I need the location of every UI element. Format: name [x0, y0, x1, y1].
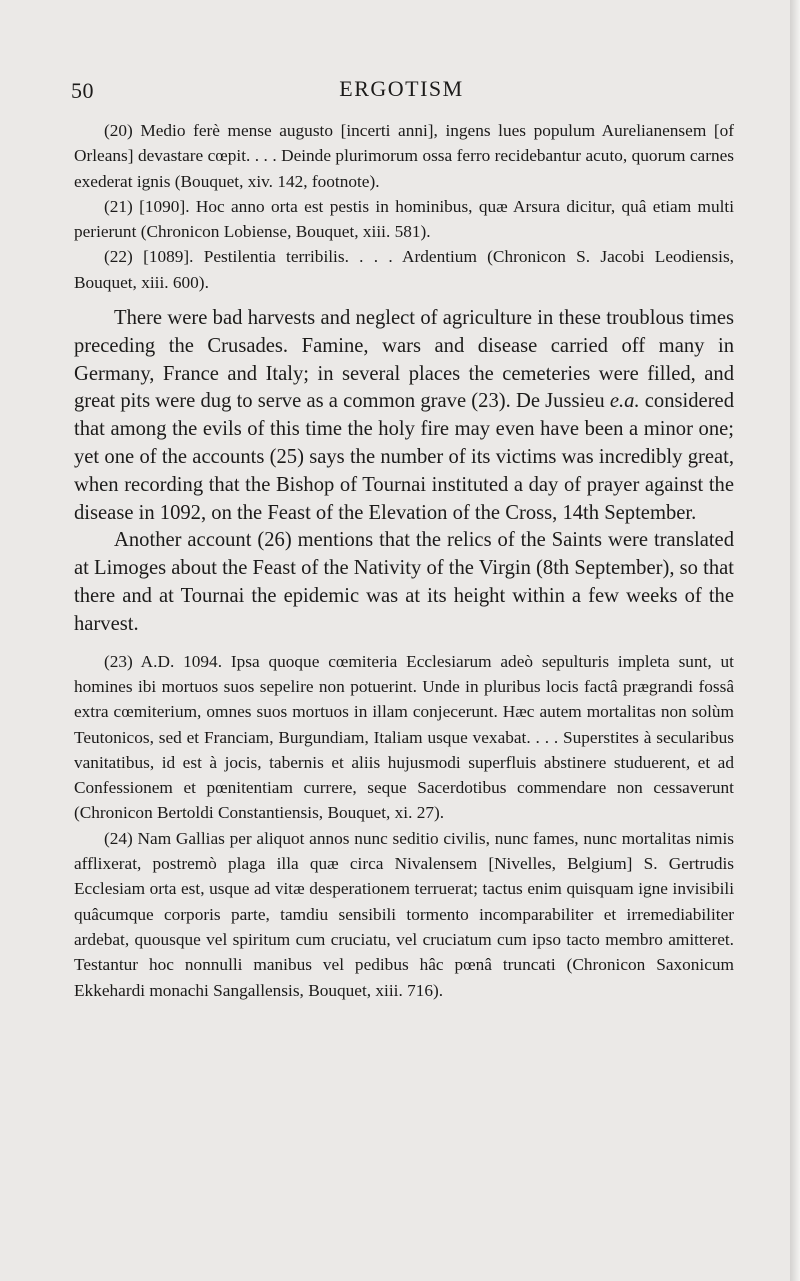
page-number: 50	[71, 78, 94, 103]
page-header	[71, 74, 732, 110]
footnote-24: (24) Nam Gallias per aliquot annos nunc seditio civilis, nunc fames, nunc mortalitas nimis afflixerat, postremò plaga illa quæ circa Nivalensem [Nivelles, Belgium] S. Gertrudis Ecclesiam orta est, usque ad vitæ desperationem terruerat; tactus enim quisquam igne invisibili quâcumque corporis parte, tamdiu sensibili tormento incomparabiliter et irremediabiliter ardebat, quousque vel spiritum cum cruciatu, vel cruciatum cum ipso tacto membro amitteret. Testantur hoc nonnulli manibus vel pedibus hâc pœnâ truncati (Chronicon Saxonicum Ekkehardi monachi Sangallensis, Bouquet, xiii. 716).	[74, 828, 734, 1000]
footnote-23: (23) A.D. 1094. Ipsa quoque cœmiteria Ecclesiarum adeò sepulturis impleta sunt, ut homines ibi mortuos suos sepelire non potuerint. Unde in pluribus locis factâ prægrandi fossâ extra cœmiterium, omnes suos mortuos in illam conjecerunt. Hæc autem mortalitas non solùm Teutonicos, sed et Franciam, Burgundiam, Italiam usque vexabat. . . . Superstites à secularibus vanitatibus, id est à jocis, tabernis et aliis hujusmodi superfluis abstinere studuerent, et ad Confessionem et pœnitentiam currere, seque Sacerdotibus commendare non cessaverunt (Chronicon Bertoldi Constantiensis, Bouquet, xi. 27).	[74, 651, 734, 823]
main-paragraph-part: considered that among the evils of this time the holy fire may even have been a minor one; yet one of the accounts (25) says the number of its victims was incredibly great, when recording that the Bishop of Tournai instituted a day of prayer against the disease in 1092, on the Feast of the Elevation of the Cross, 14th September.	[74, 390, 734, 524]
running-head: ERGOTISM	[339, 76, 464, 101]
main-paragraph	[74, 305, 734, 527]
footnote-21: (21) [1090]. Hoc anno orta est pestis in hominibus, quæ Arsura dicitur, quâ etiam multi perierunt (Chronicon Lobiense, Bouquet, xiii. 581).	[74, 196, 734, 242]
main-paragraph-emphasis: e.a.	[609, 390, 640, 413]
main-text	[74, 305, 734, 639]
main-paragraph-part: Another account (26) mentions that the relics of the Saints were translated at Limoges about the Feast of the Nativity of the Virgin (8th September), so that there and at Tournai the epidemic was at its height within a few weeks of the harvest.	[74, 529, 734, 635]
footnote-20: (20) Medio ferè mense augusto [incerti anni], ingens lues populum Aurelianensem [of Orleans] devastare cœpit. . . . Deinde plurimorum ossa ferro recidebantur acuto, quorum carnes exederat ignis (Bouquet, xiv. 142, footnote).	[74, 121, 734, 191]
footnotes-top	[74, 118, 734, 295]
main-paragraph	[74, 527, 734, 638]
main-paragraph-part: There were bad harvests and neglect of agriculture in these troublous times preceding the Crusades. Famine, wars and disease carried off many in Germany, France and Italy; in several places the cemeteries were filled, and great pits were dug to serve as a common grave (23). De Jussieu	[74, 307, 734, 413]
footnotes-bottom	[74, 649, 734, 1003]
page-edge	[790, 0, 800, 1281]
page-body	[74, 118, 734, 1003]
footnote-22: (22) [1089]. Pestilentia terribilis. . . . Ardentium (Chronicon S. Jacobi Leodiensis, Bouquet, xiii. 600).	[74, 247, 734, 292]
